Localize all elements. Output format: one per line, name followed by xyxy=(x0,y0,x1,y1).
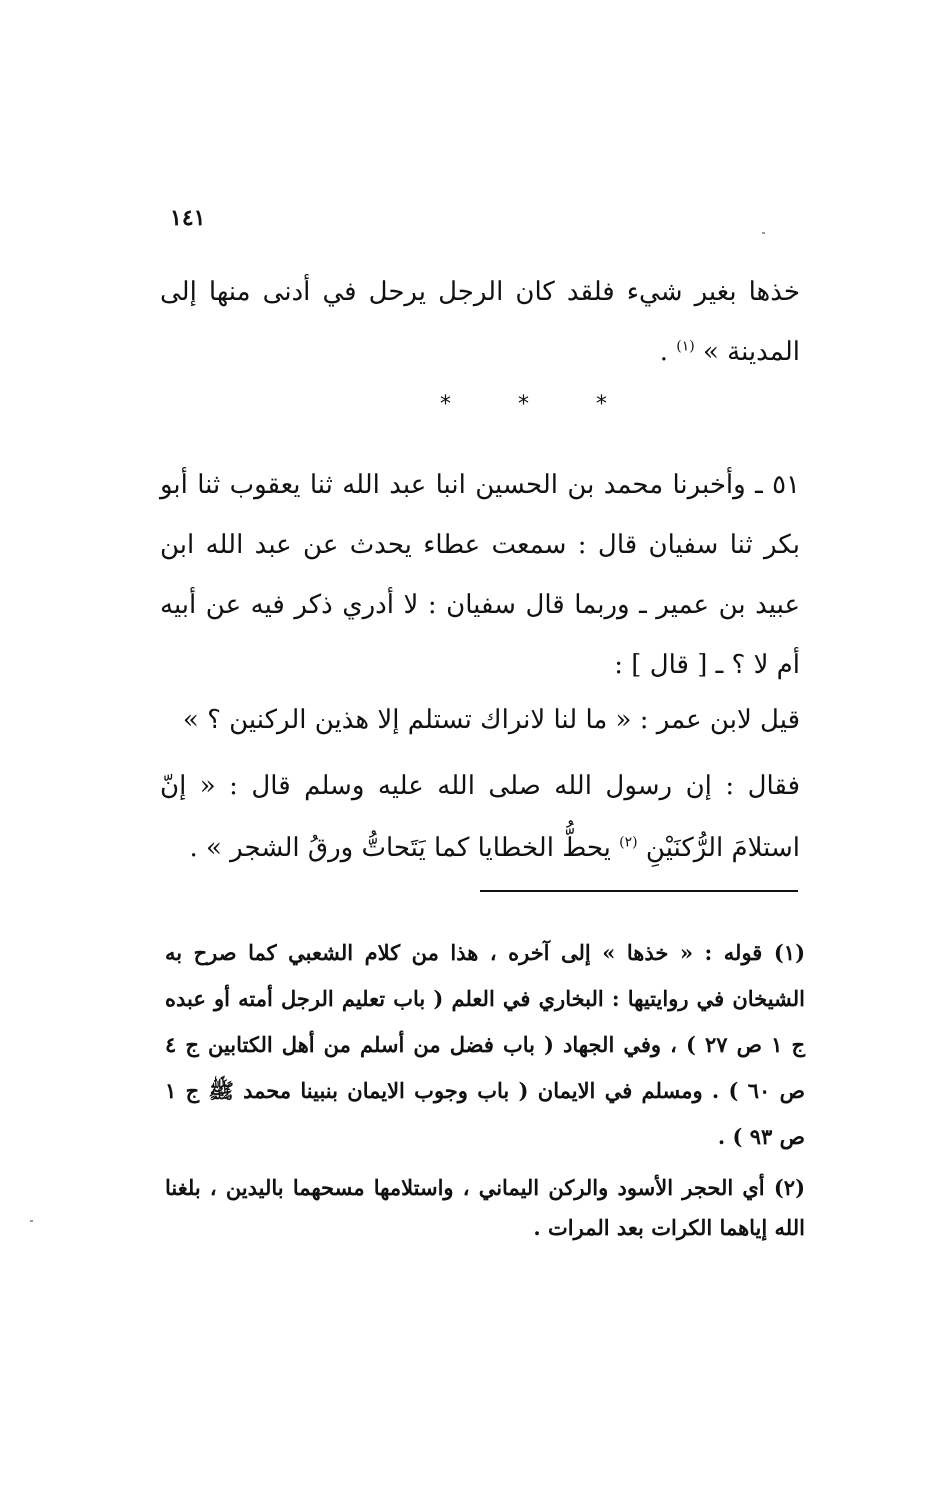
footnote-1-text: (١) قوله : « خذها » إلى آخره ، هذا من كلام الشعبي كما صرح به الشيخان في روايتيها : البخاري في العلم ( باب تعليم الرجل أمته أو عبده ج ١ ص ٢٧ ) ، وفي الجهاد ( باب فضل من أسلم من أهل الكتابين ج ٤ ص ٦٠ ) . ومسلم في الايمان ( باب وجوب الايمان بنبينا محمد ﷺ ج ١ ص ٩٣ ) . xyxy=(165,940,806,1149)
paragraph-b-text: ٥١ ـ وأخبرنا محمد بن الحسين انبا عبد الله ثنا يعقوب ثنا أبو بكر ثنا سفيان قال : سمعت عطاء يحدث عن عبد الله ابن عبيد بن عمير ـ وربما قال سفيان : لا أدري ذكر فيه عن أبيه أم لا ؟ ـ [ قال ] : xyxy=(160,470,800,680)
paragraph-a-end: . xyxy=(659,337,668,367)
footnote-1 xyxy=(165,930,805,1160)
paragraph-d-text-after: يحطُّ الخطايا كما يَتَحاتُّ ورقُ الشجر » . xyxy=(189,833,611,863)
paragraph-continuation xyxy=(160,262,800,382)
footnote-ref-1: (١) xyxy=(676,338,695,355)
paragraph-c-text: قيل لابن عمر : « ما لنا لانراك تستلم إلا هذين الركنين ؟ » xyxy=(182,705,800,735)
question-paragraph xyxy=(160,690,800,750)
footnote-2-text: (٢) أي الحجر الأسود والركن اليماني ، واستلامها مسحهما باليدين ، بلغنا الله إياهما الكرات بعد المرات . xyxy=(165,1175,805,1240)
answer-paragraph xyxy=(160,755,800,879)
paragraph-a-text: خذها بغير شيء فلقد كان الرجل يرحل في أدنى منها إلى المدينة » xyxy=(160,277,800,367)
footnote-ref-2: (٢) xyxy=(619,834,638,851)
page-number: ١٤١ xyxy=(170,205,206,231)
scan-speck xyxy=(30,1220,33,1222)
section-separator: * * * xyxy=(440,392,637,417)
footnote-divider xyxy=(480,890,798,892)
hadith-isnad-paragraph xyxy=(160,455,800,695)
footnote-2 xyxy=(165,1168,805,1248)
scan-speck xyxy=(762,232,765,234)
paragraph-d-text-before: فقال : إن رسول الله صلى الله عليه وسلم قال : « إنّ استلامَ الرُّكنَيْنِ xyxy=(160,771,800,863)
